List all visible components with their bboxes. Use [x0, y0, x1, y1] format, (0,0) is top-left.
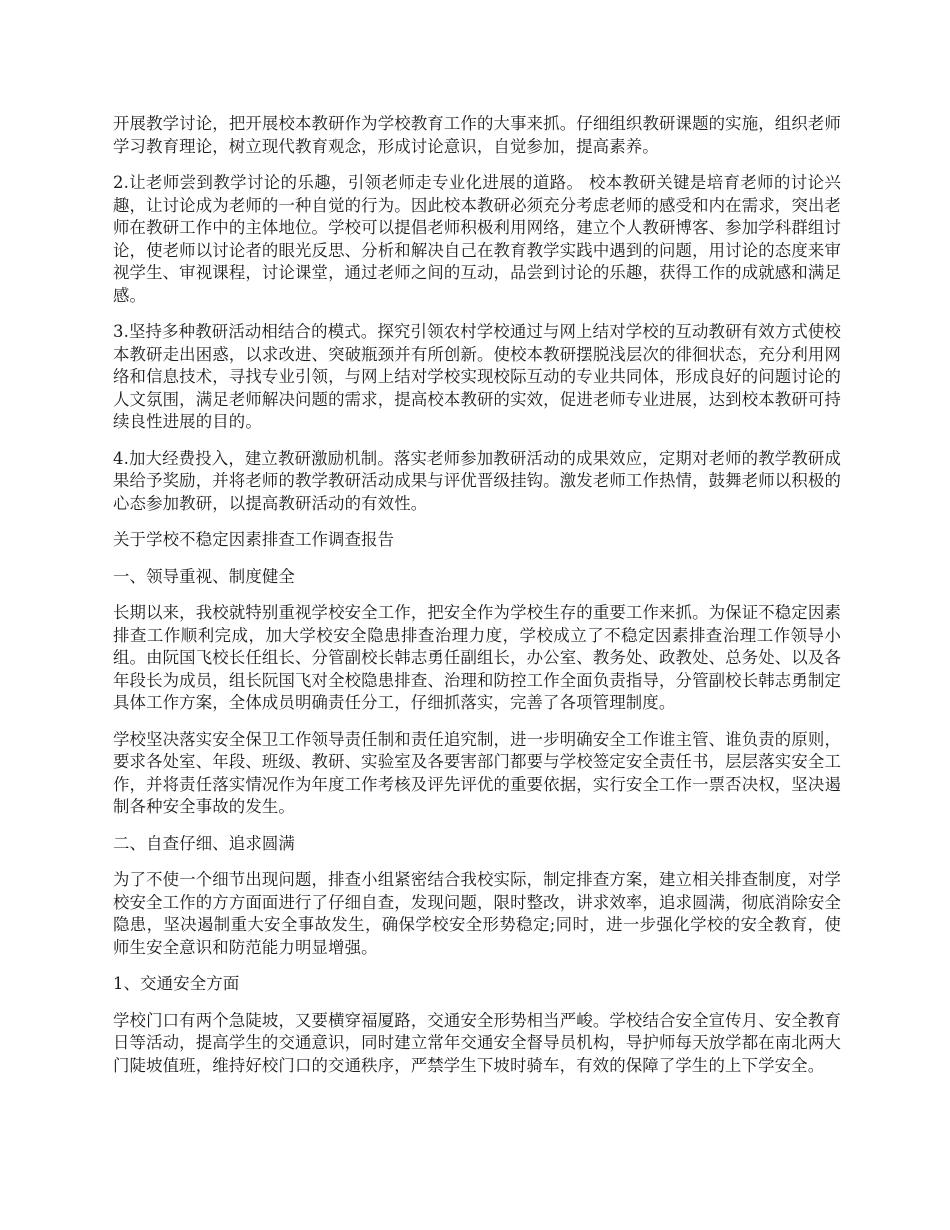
paragraph-section-1b: 学校坚决落实安全保卫工作领导责任制和责任追究制，进一步明确安全工作谁主管、谁负责的原则，要求各处室、年段、班级、教研、实验室及各要害部门都要与学校签定安全责任书，层层落实安全工作，并将责任落实情况作为年度工作考核及评先评优的重要依据，实行安全工作一票否决权，坚决遏制各种安全事故的发生。 — [113, 729, 841, 816]
paragraph-section-2: 为了不使一个细节出现问题，排查小组紧密结合我校实际，制定排查方案，建立相关排查制度，对学校安全工作的方方面面进行了仔细自查，发现问题，限时整改，讲求效率，追求圆满，彻底消除安全隐患，坚决遏制重大安全事故发生，确保学校安全形势稳定;同时，进一步强化学校的安全教育，使师生安全意识和防范能力明显增强。 — [113, 870, 841, 957]
paragraph-section-1a: 长期以来，我校就特别重视学校安全工作，把安全作为学校生存的重要工作来抓。为保证不稳定因素排查工作顺利完成，加大学校安全隐患排查治理力度，学校成立了不稳定因素排查治理工作领导小组。由阮国飞校长任组长、分管副校长韩志勇任副组长，办公室、教务处、政教处、总务处、以及各年段长为成员，组长阮国飞对全校隐患排查、治理和防控工作全面负责指导，分管副校长韩志勇制定具体工作方案，全体成员明确责任分工，仔细抓落实，完善了各项管理制度。 — [113, 603, 841, 712]
section-heading-1: 一、领导重视、制度健全 — [113, 566, 295, 586]
paragraph-traffic: 学校门口有两个急陡坡，又要横穿福厦路，交通安全形势相当严峻。学校结合安全宣传月、安全教育日等活动，提高学生的交通意识，同时建立常年交通安全督导员机构，导护师每天放学都在南北两大门陡坡值班，维持好校门口的交通秩序，严禁学生下坡时骑车，有效的保障了学生的上下学安全。 — [113, 1010, 841, 1075]
document-body — [113, 113, 841, 1091]
paragraph-item-3: 3.坚持多种教研活动相结合的模式。探究引领农村学校通过与网上结对学校的互动教研有效方式使校本教研走出困惑，以求改进、突破瓶颈并有所创新。使校本教研摆脱浅层次的徘徊状态，充分利用网络和信息技术，寻找专业引领，与网上结对学校实现校际互动的专业共同体，形成良好的问题讨论的人文氛围，满足老师解决问题的需求，提高校本教研的实效，促进老师专业进展，达到校本教研可持续良性进展的目的。 — [113, 322, 841, 431]
report-title: 关于学校不稳定因素排查工作调查报告 — [113, 530, 395, 549]
paragraph-intro: 开展教学讨论，把开展校本教研作为学校教育工作的大事来抓。仔细组织教研课题的实施，组织老师学习教育理论，树立现代教育观念，形成讨论意识，自觉参加，提高素养。 — [113, 114, 841, 156]
paragraph-item-2: 2.让老师尝到教学讨论的乐趣，引领老师走专业化进展的道路。 校本教研关键是培育老师的讨论兴趣，让讨论成为老师的一种自觉的行为。因此校本教研必须充分考虑老师的感受和内在需求，突出老师在教研工作中的主体地位。学校可以提倡老师积极利用网络，建立个人教研博客、参加学科群组讨论，使老师以讨论者的眼光反思、分析和解决自己在教育教学实践中遇到的问题，用讨论的态度来审视学生、审视课程，讨论课堂，通过老师之间的互动，品尝到讨论的乐趣，获得工作的成就感和满足感。 — [113, 173, 841, 305]
paragraph-item-4: 4.加大经费投入，建立教研激励机制。落实老师参加教研活动的成果效应，定期对老师的教学教研成果给予奖励，并将老师的教学教研活动成果与评优晋级挂钩。激发老师工作热情，鼓舞老师以积极的心态参加教研，以提高教研活动的有效性。 — [113, 448, 841, 513]
subsection-heading-traffic: 1、交通安全方面 — [113, 974, 240, 993]
section-heading-2: 二、自查仔细、追求圆满 — [113, 833, 295, 853]
